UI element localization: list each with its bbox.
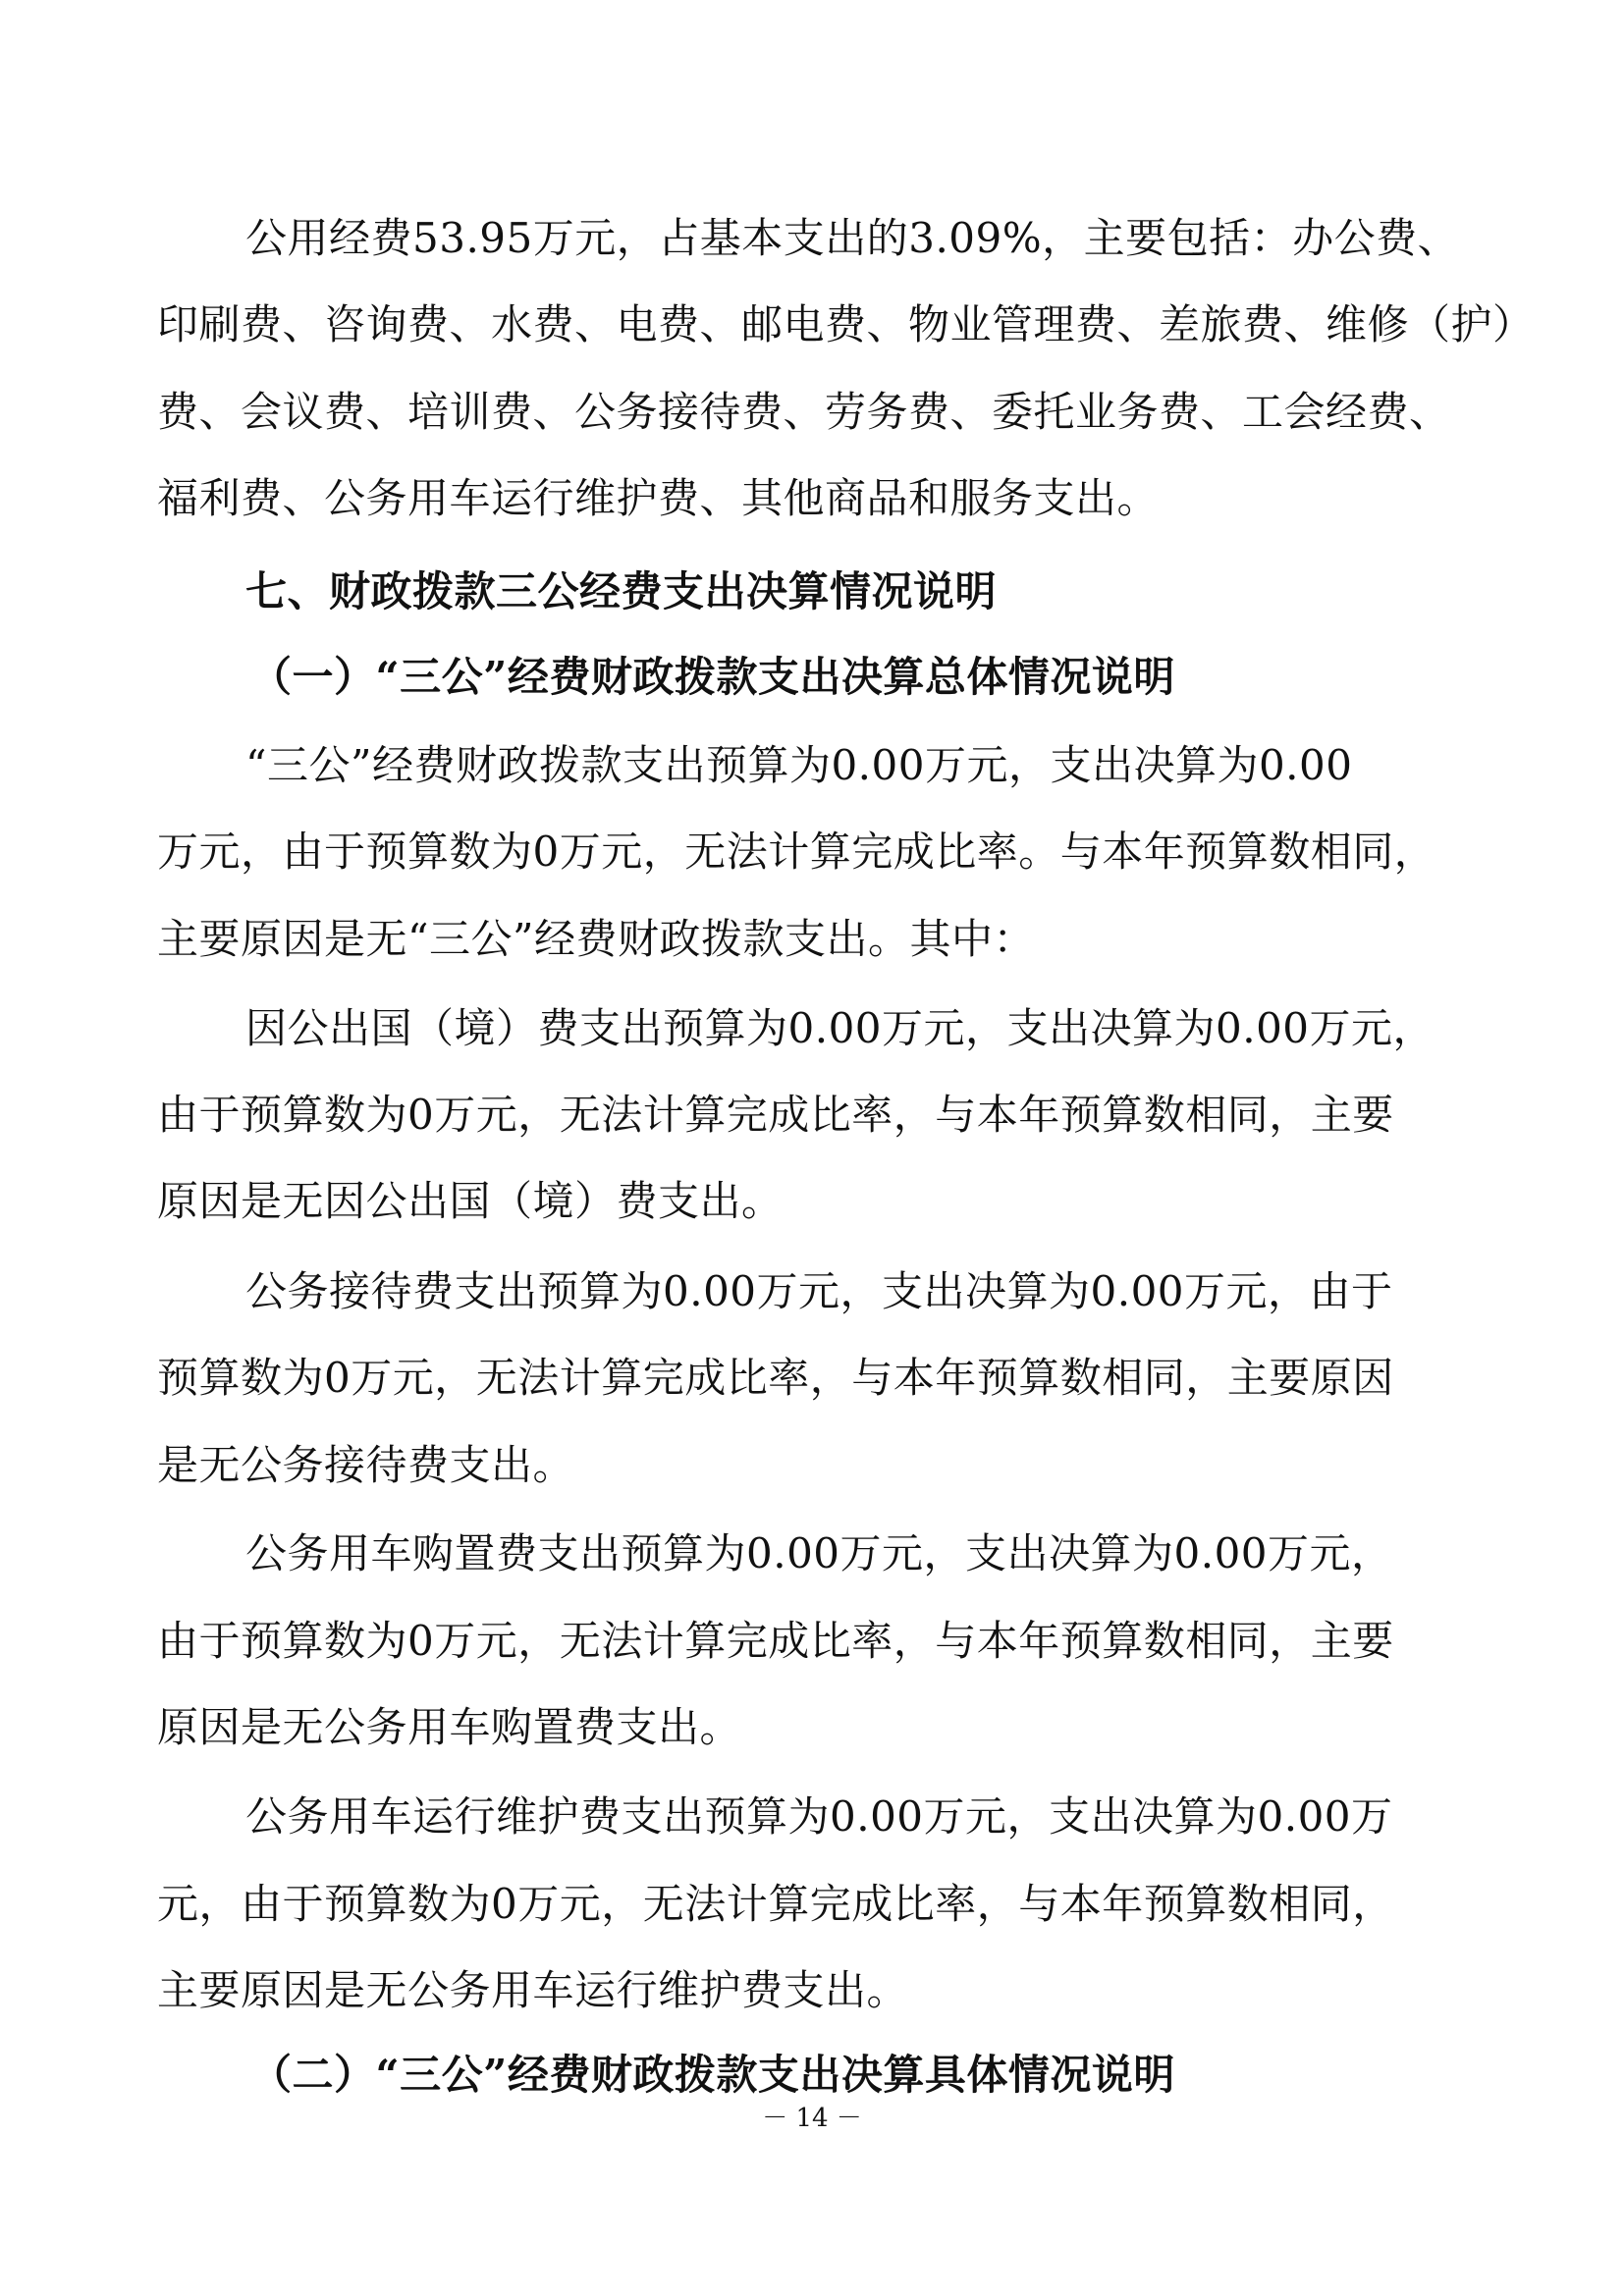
text-line: 由于预算数为0万元，无法计算完成比率，与本年预算数相同，主要 <box>157 1091 1394 1139</box>
text-line: 福利费、公务用车运行维护费、其他商品和服务支出。 <box>157 474 1160 522</box>
text-line: 印刷费、咨询费、水费、电费、邮电费、物业管理费、差旅费、维修（护） <box>157 300 1535 348</box>
subsection-heading: （二）“三公”经费财政拨款支出决算具体情况说明 <box>250 2051 1175 2099</box>
text-line: 由于预算数为0万元，无法计算完成比率，与本年预算数相同，主要 <box>157 1617 1394 1665</box>
text-line: 原因是无因公出国（境）费支出。 <box>157 1177 784 1225</box>
text-line: 公用经费53.95万元，占基本支出的3.09%，主要包括：办公费、 <box>245 214 1460 262</box>
text-line: 公务用车运行维护费支出预算为0.00万元，支出决算为0.00万 <box>245 1792 1393 1841</box>
text-line: 元，由于预算数为0万元，无法计算完成比率，与本年预算数相同， <box>157 1880 1394 1928</box>
text-line: 因公出国（境）费支出预算为0.00万元，支出决算为0.00万元， <box>245 1004 1435 1052</box>
text-line: 预算数为0万元，无法计算完成比率，与本年预算数相同，主要原因 <box>157 1354 1394 1402</box>
page-number: － 14 － <box>762 2104 862 2133</box>
text-line: 主要原因是无公务用车运行维护费支出。 <box>157 1966 909 2014</box>
text-line: 费、会议费、培训费、公务接待费、劳务费、委托业务费、工会经费、 <box>157 388 1451 436</box>
subsection-heading: （一）“三公”经费财政拨款支出决算总体情况说明 <box>250 653 1175 701</box>
text-line: 是无公务接待费支出。 <box>157 1441 575 1489</box>
section-heading: 七、财政拨款三公经费支出决算情况说明 <box>245 567 998 615</box>
text-line: 万元，由于预算数为0万元，无法计算完成比率。与本年预算数相同， <box>157 828 1436 876</box>
text-line: 公务接待费支出预算为0.00万元，支出决算为0.00万元，由于 <box>245 1267 1393 1315</box>
text-line: 主要原因是无“三公”经费财政拨款支出。其中： <box>157 915 1035 963</box>
text-line: 原因是无公务用车购置费支出。 <box>157 1703 742 1751</box>
text-line: 公务用车购置费支出预算为0.00万元，支出决算为0.00万元， <box>245 1529 1393 1577</box>
text-line: “三公”经费财政拨款支出预算为0.00万元，支出决算为0.00 <box>245 741 1353 789</box>
